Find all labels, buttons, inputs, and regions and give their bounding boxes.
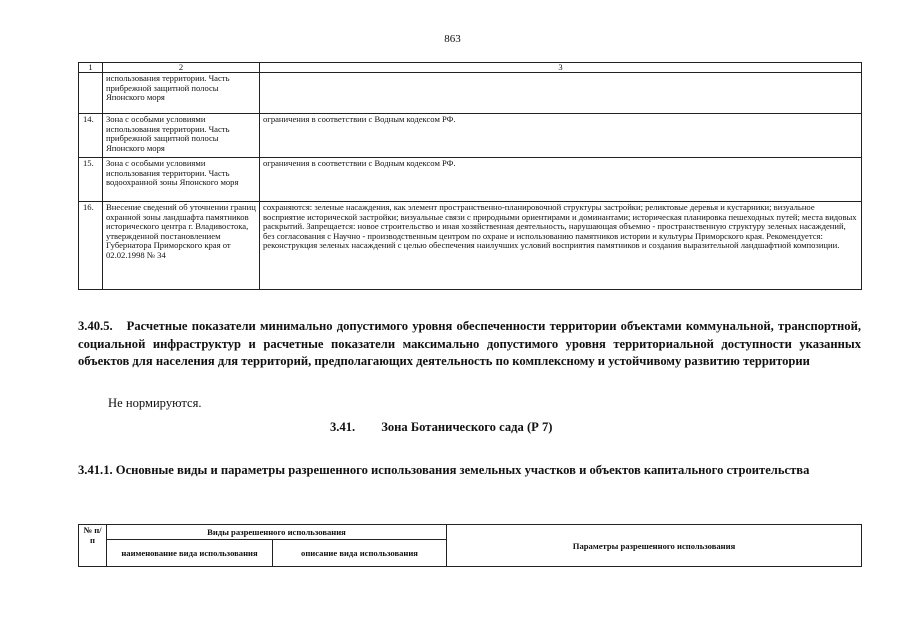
zone-name: Внесение сведений об уточнении границ охранной зоны ландшафта памятников исторического центра г. Владивостока, утвержденной постановлением Губернатора Приморского края от 02.02.1998 № 34 <box>103 202 260 290</box>
section-3-41-1-heading: 3.41.1. Основные виды и параметры разрешенного использования земельных участков и объектов капитального строительства <box>78 463 810 477</box>
zones-table <box>78 62 862 290</box>
section-number: 3.41. <box>330 420 356 434</box>
zone-restrictions <box>260 73 862 114</box>
zone-restrictions: ограничения в соответствии с Водным кодексом РФ. <box>260 158 862 202</box>
section-3-40-5-heading <box>78 318 861 371</box>
header-col-2: 2 <box>103 63 260 73</box>
table-row <box>79 114 862 158</box>
table-row <box>79 73 862 114</box>
row-number <box>79 73 103 114</box>
table-header-row <box>79 63 862 73</box>
col-use-name-header: наименование вида использования <box>107 540 273 567</box>
permitted-use-table <box>78 524 862 567</box>
zone-name: Зона с особыми условиями использования территории. Часть прибрежной защитной полосы Японского моря <box>103 114 260 158</box>
table-header-row <box>79 525 862 540</box>
zone-name: Зона с особыми условиями использования территории. Часть водоохранной зоны Японского моря <box>103 158 260 202</box>
zone-name: использования территории. Часть прибрежной защитной полосы Японского моря <box>103 73 260 114</box>
section-3-41-heading <box>330 420 553 435</box>
section-title: Зона Ботанического сада (Р 7) <box>381 420 553 434</box>
page-number: 863 <box>444 33 461 45</box>
table-row <box>79 158 862 202</box>
section-title: Расчетные показатели минимально допустимого уровня обеспеченности территории объектами коммунальной, транспортной, социальной инфраструктур и расчетные показатели максимально допустимого уровня территориальной доступности указанных объектов для населения для территорий, предполагающих деятельность по комплексному и устойчивому развитию территории <box>78 319 861 368</box>
section-body-text: Не нормируются. <box>108 396 202 410</box>
row-number: 16. <box>79 202 103 290</box>
header-col-1: 1 <box>79 63 103 73</box>
row-number: 15. <box>79 158 103 202</box>
header-col-3: 3 <box>260 63 862 73</box>
section-number: 3.40.5. <box>78 319 113 333</box>
zone-restrictions: ограничения в соответствии с Водным кодексом РФ. <box>260 114 862 158</box>
col-use-desc-header: описание вида использования <box>273 540 447 567</box>
col-group-header: Виды разрешенного использования <box>107 525 447 540</box>
table-row <box>79 202 862 290</box>
col-params-header: Параметры разрешенного использования <box>447 525 862 567</box>
zone-restrictions: сохраняются: зеленые насаждения, как элемент пространственно-планировочной структуры застройки; реликтовые деревья и кустарники; визуальное восприятие исторической застройки; визуальные связи с природными ориентирами и доминантами; историческая планировка пешеходных путей; места видовых раскрытий. Запрещается: новое строительство и иная хозяйственная деятельность, нарушающая объемно - пространственную структуру зеленых насаждений, без согласования с Научно - производственным центром по охране и использованию памятников истории и культуры Приморского края. Рекомендуется: реконструкция зеленых насаждений с целью обеспечения наилучших условий восприятия памятников и создания выразительной ландшафтной композиции. <box>260 202 862 290</box>
row-number: 14. <box>79 114 103 158</box>
col-number-header: № п/п <box>79 525 107 567</box>
